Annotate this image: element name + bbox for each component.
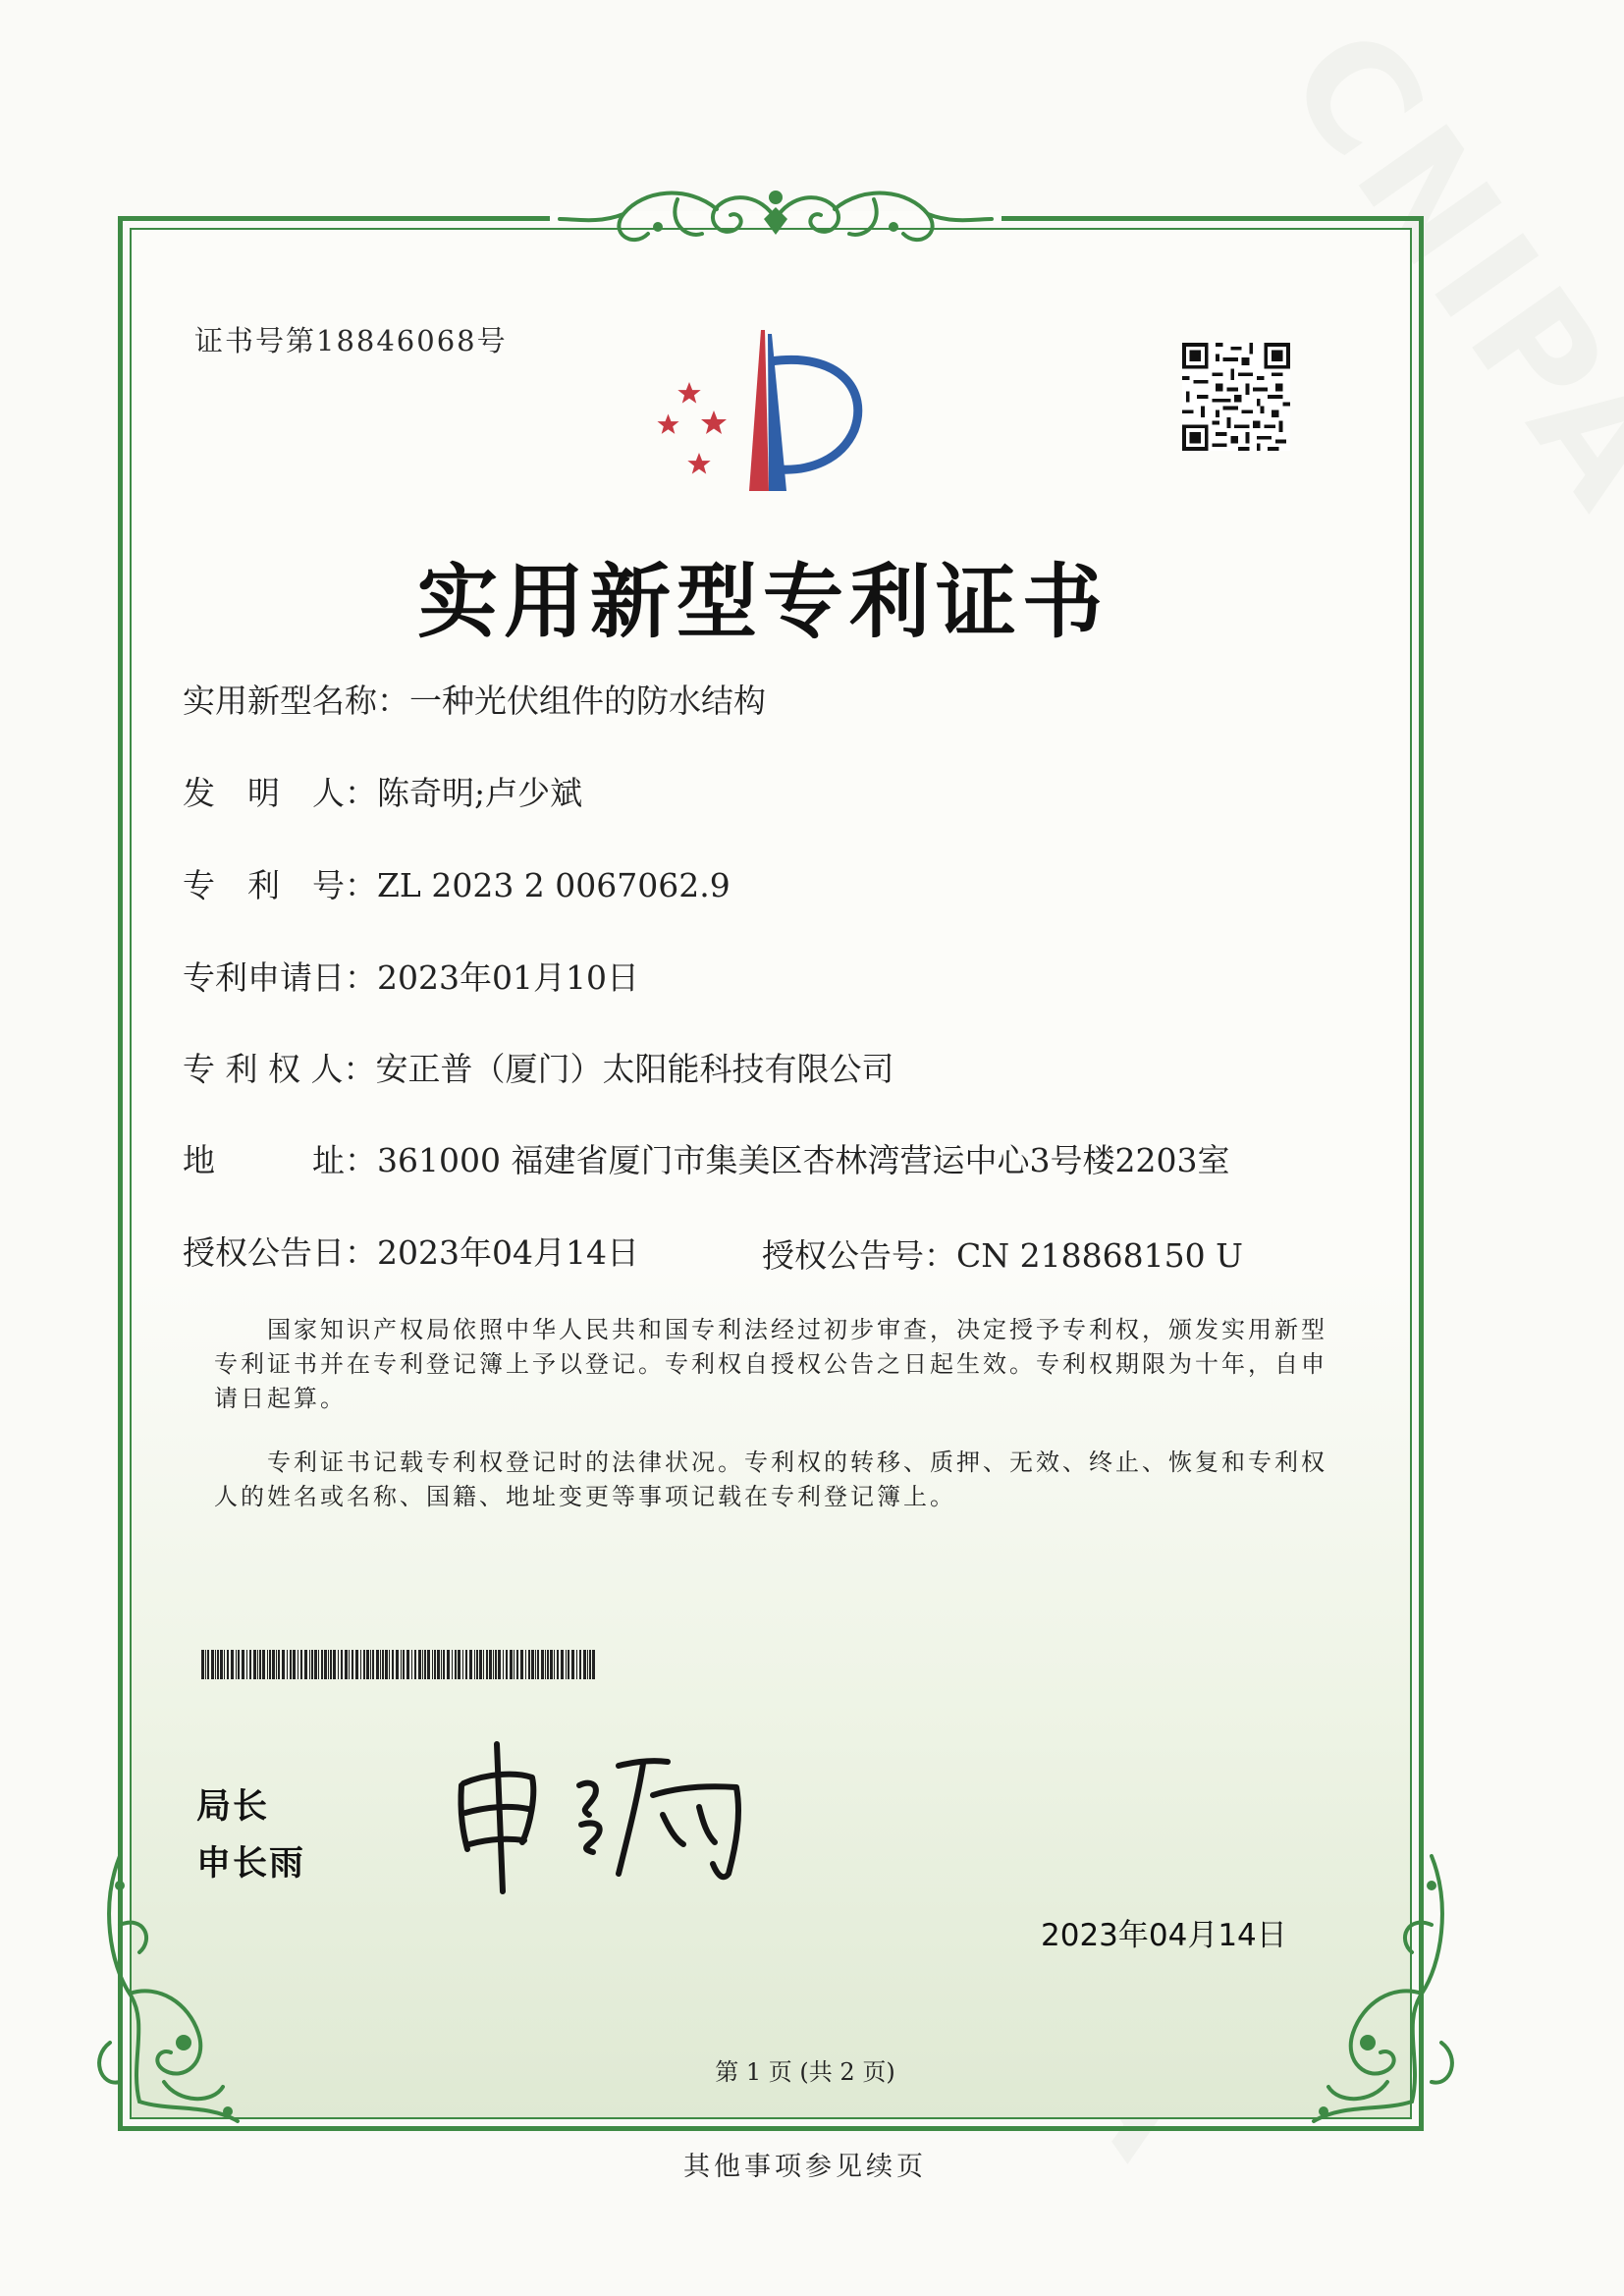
certificate-title: 实用新型专利证书 (417, 555, 1110, 649)
field-value: 一种光伏组件的防水结构 (409, 682, 766, 720)
certificate-number: 证书号第18846068号 (194, 324, 508, 357)
page-number: 第 1 页 (共 2 页) (715, 2058, 895, 2086)
handwritten-signature-icon (442, 1726, 795, 1903)
field-label: 实用新型名称： (183, 682, 409, 720)
bottom-right-ornament-icon (1294, 1846, 1461, 2141)
field-label: 专利申请日： (183, 958, 377, 997)
paragraph-line: 国家知识产权局依照中华人民共和国专利法经过初步审查，决定授予专利权，颁发实用新型 (214, 1316, 1327, 1343)
field-grant-number (762, 1230, 1243, 1277)
paragraph-line: 人的姓名或名称、国籍、地址变更等事项记载在专利登记簿上。 (214, 1483, 956, 1510)
field-value: 361000 福建省厦门市集美区杏林湾营运中心3号楼2203室 (377, 1141, 1230, 1179)
field-address (183, 1135, 1229, 1181)
signatory-position: 局长 (196, 1787, 270, 1827)
field-label: 授权公告日： (183, 1233, 377, 1272)
paragraph-line: 专利证书记载专利权登记时的法律状况。专利权的转移、质押、无效、终止、恢复和专利权 (214, 1449, 1327, 1476)
issue-date: 2023年04月14日 (1041, 1918, 1287, 1953)
qr-code-icon (1182, 343, 1290, 451)
field-value: 2023年01月10日 (377, 958, 639, 997)
field-utility-name (183, 676, 766, 722)
field-patent-number (183, 860, 731, 906)
field-value: 2023年04月14日 (377, 1233, 639, 1272)
field-value: ZL 2023 2 0067062.9 (377, 866, 731, 904)
field-patentee (183, 1044, 893, 1090)
paragraph-line: 专利证书并在专利登记簿上予以登记。专利权自授权公告之日起生效。专利权期限为十年，自申 (214, 1350, 1327, 1378)
signatory-name: 申长雨 (196, 1844, 306, 1884)
field-label: 发 明 人： (183, 774, 377, 812)
continue-note: 其他事项参见续页 (683, 2152, 927, 2182)
barcode-icon (201, 1650, 596, 1679)
field-value: 安正普（厦门）太阳能科技有限公司 (375, 1050, 894, 1088)
field-label: 专 利 号： (183, 866, 377, 904)
field-value: 陈奇明;卢少斌 (377, 774, 583, 812)
field-inventor (183, 768, 582, 814)
field-label: 专 利 权 人： (183, 1050, 376, 1088)
bottom-left-ornament-icon (90, 1846, 257, 2141)
field-label: 授权公告号： (762, 1236, 956, 1275)
body-paragraph (214, 1446, 1343, 1514)
field-label: 地 址： (183, 1141, 377, 1179)
paragraph-line: 请日起算。 (214, 1385, 347, 1412)
top-ornament-icon (550, 180, 1001, 258)
cnipa-logo-icon (653, 322, 889, 509)
body-paragraph (214, 1313, 1343, 1416)
field-filing-date (183, 953, 639, 999)
field-grant-date (183, 1228, 639, 1274)
field-value: CN 218868150 U (956, 1236, 1243, 1275)
